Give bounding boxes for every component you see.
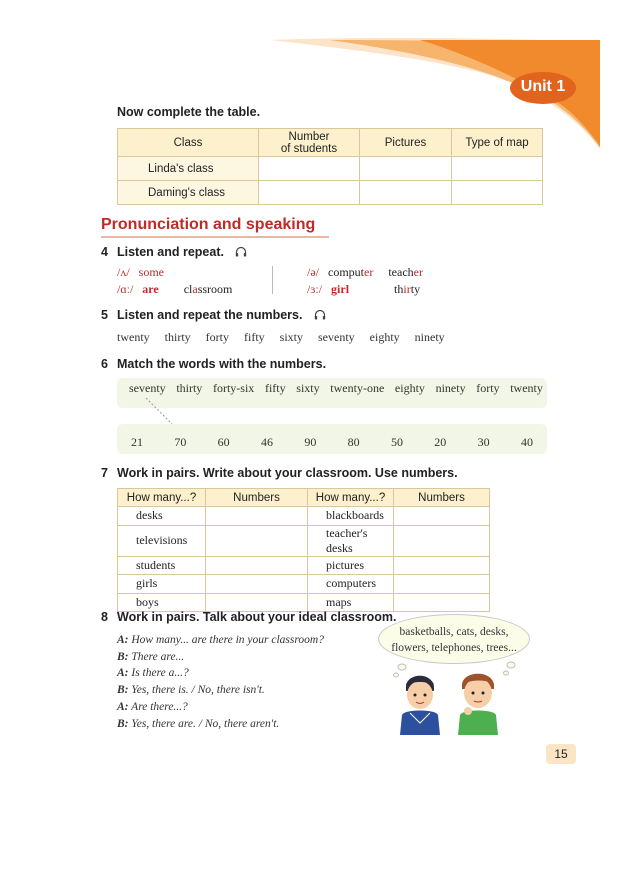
dialog-line: B: Yes, there are. / No, there aren't. [117, 717, 280, 730]
table-header-row [118, 489, 490, 507]
table-row [118, 575, 490, 594]
col-class: Class [118, 129, 259, 157]
answer-cell[interactable] [394, 507, 490, 526]
number-word: fifty [244, 330, 265, 344]
row-label: Linda's class [118, 157, 259, 181]
col-numbers: Numbers [394, 489, 490, 507]
exercise-number: 4 [101, 245, 108, 259]
item-cell: girls [118, 575, 206, 594]
phonetic-symbol: /ɜː/ [307, 282, 323, 296]
item-cell: blackboards [308, 507, 394, 526]
phonetic-symbol: /ɑː/ [117, 282, 134, 296]
row-label: Daming's class [118, 181, 259, 205]
match-number[interactable]: 21 [131, 435, 143, 449]
exercise-title: Listen and repeat the numbers. [117, 308, 303, 322]
phonics-row [307, 282, 420, 297]
classroom-count-table [117, 488, 490, 612]
table-row [118, 525, 490, 556]
match-number[interactable]: 90 [304, 435, 317, 449]
table-cell[interactable] [360, 157, 452, 181]
match-number[interactable]: 46 [260, 435, 273, 449]
exercise-title: Work in pairs. Write about your classroom. Use numbers. [117, 466, 458, 480]
dialog-line: A: Are there...? [117, 700, 188, 713]
exercise-title: Listen and repeat. [117, 245, 224, 259]
exercise-4-heading [101, 245, 247, 259]
phonics-word: some [138, 265, 165, 279]
table-row [118, 181, 543, 205]
dialog-line: B: Yes, there is. / No, there isn't. [117, 684, 265, 697]
match-number[interactable]: 40 [520, 435, 533, 449]
exercise-8-heading [101, 610, 396, 624]
phonics-row [117, 265, 164, 280]
headphones-icon[interactable] [314, 309, 326, 321]
section-title: Pronunciation and speaking [101, 216, 316, 233]
table-row [118, 157, 543, 181]
col-number-of-students [259, 129, 360, 157]
number-word: twenty [117, 330, 150, 344]
phonics-row [117, 282, 232, 297]
answer-cell[interactable] [206, 507, 308, 526]
table-cell[interactable] [452, 157, 543, 181]
exercise-number: 7 [101, 466, 108, 480]
col-pictures: Pictures [360, 129, 452, 157]
match-number[interactable]: 20 [434, 435, 447, 449]
answer-cell[interactable] [206, 575, 308, 594]
match-word[interactable]: ninety [435, 381, 466, 395]
boys-illustration [388, 655, 533, 735]
exercise-title: Work in pairs. Talk about your ideal classroom. [117, 610, 397, 624]
table-cell[interactable] [360, 181, 452, 205]
section-underline [101, 236, 329, 238]
dialog [117, 632, 324, 732]
item-cell: computers [308, 575, 394, 594]
item-cell: pictures [308, 556, 394, 575]
number-word: thirty [164, 330, 191, 344]
number-words-line [117, 330, 457, 345]
bubble-line: flowers, telephones, trees... [391, 642, 517, 654]
phonics-word: computer [328, 265, 374, 279]
bubble-line: basketballs, cats, desks, [399, 626, 509, 638]
match-number[interactable]: 60 [217, 435, 230, 449]
table-header-row [118, 129, 543, 157]
item-cell: maps [308, 593, 394, 612]
match-number[interactable]: 50 [390, 435, 403, 449]
item-cell: students [118, 556, 206, 575]
match-word[interactable]: sixty [296, 381, 320, 395]
answer-cell[interactable] [206, 525, 308, 556]
item-cell: teacher's desks [308, 525, 394, 556]
table-instruction: Now complete the table. [117, 105, 261, 119]
phonics-word: girl [331, 282, 350, 296]
match-number[interactable]: 30 [477, 435, 490, 449]
match-word[interactable]: thirty [176, 381, 203, 395]
exercise-number: 6 [101, 357, 108, 371]
col-number-line2: of students [280, 142, 338, 155]
phonics-word: classroom [183, 282, 233, 296]
match-number[interactable]: 80 [347, 435, 360, 449]
dialog-line: A: How many... are there in your classroom? [117, 634, 324, 646]
table-cell[interactable] [259, 181, 360, 205]
match-word[interactable]: twenty-one [330, 381, 385, 395]
exercise-number: 5 [101, 308, 108, 322]
item-cell: desks [118, 507, 206, 526]
match-words-row [117, 381, 547, 396]
match-word[interactable]: twenty [510, 381, 543, 395]
answer-cell[interactable] [394, 525, 490, 556]
exercise-number: 8 [101, 610, 108, 624]
phonics-row [307, 265, 423, 280]
match-word[interactable]: fifty [264, 381, 286, 395]
answer-cell[interactable] [394, 575, 490, 594]
exercise-5-heading [101, 308, 326, 322]
col-type-of-map: Type of map [452, 129, 543, 157]
table-cell[interactable] [452, 181, 543, 205]
match-word[interactable]: forty-six [212, 381, 255, 395]
phonetic-symbol: /ʌ/ [117, 265, 130, 279]
col-how-many: How many...? [308, 489, 394, 507]
headphones-icon[interactable] [235, 246, 247, 258]
answer-cell[interactable] [394, 593, 490, 612]
page-number: 15 [546, 744, 576, 764]
item-cell: boys [118, 593, 206, 612]
match-word[interactable]: forty [476, 381, 500, 395]
exercise-title: Match the words with the numbers. [117, 357, 327, 371]
number-word: seventy [318, 330, 355, 344]
number-word: ninety [414, 330, 445, 344]
match-numbers-row [117, 435, 547, 450]
phonics-word: teacher [388, 265, 423, 279]
divider [272, 266, 273, 294]
phonetic-symbol: /ə/ [307, 265, 319, 279]
match-number[interactable]: 70 [174, 435, 187, 449]
table-row [118, 507, 490, 526]
unit-badge: Unit 1 [520, 78, 566, 95]
number-word: sixty [279, 330, 304, 344]
table-row [118, 556, 490, 575]
match-word[interactable]: eighty [394, 381, 425, 395]
exercise-6-heading [101, 357, 326, 371]
class-info-table [117, 128, 543, 205]
answer-cell[interactable] [206, 556, 308, 575]
phonics-word: thirty [394, 282, 421, 296]
answer-cell[interactable] [394, 556, 490, 575]
dialog-line: A: Is there a...? [117, 667, 189, 680]
col-number-line1: Number [288, 130, 330, 143]
col-numbers: Numbers [206, 489, 308, 507]
table-cell[interactable] [259, 157, 360, 181]
exercise-7-heading [101, 466, 458, 480]
col-how-many: How many...? [118, 489, 206, 507]
number-word: eighty [369, 330, 400, 344]
dialog-line: B: There are... [117, 650, 185, 663]
number-word: forty [205, 330, 229, 344]
match-word[interactable]: seventy [129, 381, 166, 395]
item-cell: televisions [118, 525, 206, 556]
phonics-word: are [142, 282, 159, 296]
